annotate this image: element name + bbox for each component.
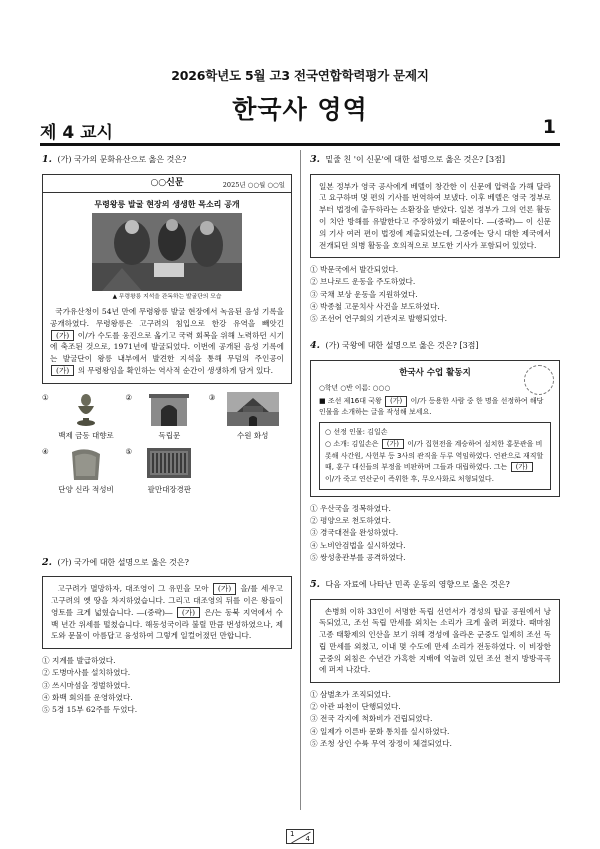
option-number: ⑤ bbox=[125, 446, 133, 456]
option-5[interactable]: ⑤ 쌍성총관부를 공격하였다. bbox=[310, 552, 406, 562]
passage-part: 을/를 세우고 고구려의 옛 땅을 차지하였습니다. 그리고 대조영의 뒤를 이은 왕들이 영토를 크게 넓혔습니다. ―(중략)― bbox=[51, 584, 284, 617]
option-4[interactable]: ④ 박종철 고문치사 사건을 보도하였다. bbox=[310, 301, 440, 311]
option-number: ③ bbox=[208, 392, 216, 402]
option-label: 백제 금동 대향로 bbox=[58, 430, 114, 440]
option-1[interactable]: ① 삼별초가 조직되었다. bbox=[310, 690, 391, 700]
option-label: 팔만대장경판 bbox=[147, 484, 192, 494]
passage-text: 손병희 이하 33인이 서명한 독립 선언서가 경성의 탑골 공원에서 낭독되었고, 조선 독립 만세를 외치는 소리가 크게 울려 퍼졌다. 때마침 고종 태황제의 인산을 보기 위해 경성에 올라온 군중도 일제히 조선 독립 만세를 외쳤고, 이내 몇 수도에 만세 소리가 전동하였다. 이 비장한 군중의 외침은 수년간 가혹한 지배에 억눌려 있던 조선 천지 방방곡곡에 퍼져 나갔다. bbox=[319, 606, 552, 675]
option-number: ② bbox=[125, 392, 133, 402]
introduction bbox=[325, 439, 545, 485]
task-part: ■ 조선 제16대 국왕 bbox=[319, 397, 382, 406]
page-indicator bbox=[286, 829, 314, 844]
news-body-part: 의 무령왕임을 확인하는 역사적 순간이 생생하게 담겨 있다. bbox=[77, 365, 274, 375]
hwaseong-fortress-image bbox=[227, 392, 279, 426]
option-number: ④ bbox=[42, 446, 49, 456]
right-column bbox=[310, 153, 560, 750]
excavation-photo bbox=[92, 213, 242, 291]
option-5[interactable]: ⑤ 조청 상인 수륙 무역 장정이 체결되었다. bbox=[310, 738, 452, 748]
option-5[interactable]: ⑤ 조선어 연구회의 기관지로 발행되었다. bbox=[310, 313, 448, 323]
option-2[interactable]: ② 평양으로 천도하였다. bbox=[310, 516, 391, 526]
blank-ga: (가) bbox=[177, 607, 200, 618]
news-article bbox=[42, 174, 292, 384]
passage-part: 고구려가 멸망하자, 대조영이 그 유민을 모아 bbox=[57, 584, 209, 594]
option-4[interactable] bbox=[42, 446, 125, 496]
question-3 bbox=[310, 153, 560, 325]
question-5 bbox=[310, 578, 560, 750]
question-number: 3. bbox=[310, 154, 320, 165]
blank-ga: (가) bbox=[385, 396, 407, 406]
question-1 bbox=[42, 153, 292, 496]
column-divider bbox=[300, 150, 301, 810]
answer-options bbox=[310, 503, 560, 564]
exam-title: 2026학년도 5월 고3 전국연합학력평가 문제지 bbox=[171, 68, 429, 83]
woodblock-image bbox=[143, 446, 195, 480]
option-5[interactable]: ⑤ 5경 15부 62주를 두었다. bbox=[42, 704, 138, 714]
news-body bbox=[43, 306, 291, 383]
passage-part: 은/는 동북 지역에서 수백 년간 위세를 떨쳤습니다. 해동성국이라 불릴 만큼 번성하였으나, 제도와 문물이 아름답고 융성하여 그렇게 일컬어졌던 만합니다. bbox=[51, 607, 283, 641]
option-4[interactable]: ④ 노비안검법을 실시하였다. bbox=[310, 540, 406, 550]
option-3[interactable]: ③ 경국대전을 완성하였다. bbox=[310, 528, 399, 538]
blank-ga: (가) bbox=[511, 462, 533, 472]
question-number: 4. bbox=[310, 340, 320, 352]
option-3[interactable] bbox=[209, 392, 292, 442]
image-options bbox=[42, 392, 292, 496]
news-date: 2025년 ○○월 ○○일 bbox=[222, 180, 285, 189]
question-2-prompt bbox=[42, 556, 292, 571]
news-body-part: 이/가 수도를 웅진으로 옮기고 국력 회복을 위해 노력하던 시기에 축조된 것으로, 1971년에 발굴되었다. 이번에 공개된 음성 기록에는 발굴단이 왕릉 내부에서 발견한 지석을 통해 무덤의 주인공이 bbox=[50, 330, 284, 364]
intro-part: 이/가 죽고 연산군이 즉위한 후, 무오사화로 처형되었다. bbox=[325, 474, 494, 483]
blank-ga: (가) bbox=[213, 583, 236, 594]
question-text: (가) 국왕에 대한 설명으로 옳은 것은? [3점] bbox=[325, 341, 479, 351]
option-5[interactable] bbox=[125, 446, 208, 496]
question-4-prompt bbox=[310, 339, 560, 354]
selected-person: ○ 선정 인물: 김일손 bbox=[325, 428, 388, 437]
answer-options bbox=[310, 264, 560, 325]
subject-title: 한국사 영역 bbox=[232, 95, 368, 124]
option-label: 독립문 bbox=[158, 430, 181, 440]
option-2[interactable]: ② 도병마사를 설치하였다. bbox=[42, 668, 131, 678]
left-column bbox=[42, 153, 292, 716]
question-text: 다음 자료에 나타난 민족 운동의 영향으로 옳은 것은? bbox=[325, 579, 510, 589]
news-masthead bbox=[43, 175, 291, 193]
question-4 bbox=[310, 339, 560, 564]
worksheet-task bbox=[319, 396, 551, 417]
news-headline: 무령왕릉 발굴 현장의 생생한 목소리 공개 bbox=[94, 198, 240, 209]
total-pages: 4 bbox=[305, 835, 310, 843]
option-4[interactable]: ④ 화백 회의를 운영하였다. bbox=[42, 692, 133, 702]
passage-text: 일본 정부가 영국 공사에게 베델이 창간한 이 신문에 압력을 가해 달라고 요구하며 몇 편의 기사를 번역하여 보냈다. 이후 베델은 영국 정부로부터 법정에 출두하라는 소환장을 받았다. 일본 정부가 그의 언론 활동이 치안 방해를 유발한다고 주장하였기 때문이다. ―(중략)― 이 신문의 기사 여러 편이 법정에 제출되었는데, 그중에는 당시 대한 제국에서 전개되던 의병 활동을 호의적으로 보도한 기사가 포함되어 있었다. bbox=[319, 181, 551, 250]
answer-options bbox=[42, 655, 292, 716]
passage-box bbox=[42, 576, 292, 649]
blank-ga: (가) bbox=[51, 365, 74, 376]
stamp-icon bbox=[524, 365, 554, 395]
question-number: 2. bbox=[42, 556, 52, 568]
worksheet-card bbox=[310, 360, 560, 497]
blank-ga: (가) bbox=[51, 330, 74, 341]
intro-part: 이/가 집현전을 계승하여 설치한 홍문관을 비롯해 사간원, 사헌부 등 3사의 관직을 두루 역임하였다. 언관으로 재직할 때, 훈구 대신들의 부정을 비판하며 그들과 대립하였다. 그는 bbox=[325, 439, 544, 472]
option-2[interactable]: ② 아관 파천이 단행되었다. bbox=[310, 702, 401, 712]
student-info: ○학년 ○반 이름: ○○○ bbox=[319, 383, 391, 392]
question-number: 5. bbox=[310, 578, 320, 590]
question-1-prompt bbox=[42, 153, 292, 168]
question-5-prompt bbox=[310, 578, 560, 593]
option-number: ① bbox=[42, 392, 49, 402]
option-1[interactable]: ① 지계를 발급하였다. bbox=[42, 656, 116, 666]
option-1[interactable] bbox=[42, 392, 125, 442]
option-2[interactable]: ② 브나로드 운동을 주도하였다. bbox=[310, 277, 416, 287]
task-part: 이/가 등용한 사람 중 한 명을 선정하여 해당 인물을 소개하는 글을 작성해 보세요. bbox=[319, 397, 544, 416]
option-4[interactable]: ④ 일제가 이른바 문화 통치를 실시하였다. bbox=[310, 726, 450, 736]
option-1[interactable]: ① 우산국을 정복하였다. bbox=[310, 504, 391, 514]
passage-box bbox=[310, 599, 560, 684]
news-body-part: 국가유산청이 54년 만에 무령왕릉 발굴 현장에서 녹음된 음성 기록을 공개하였다. 무령왕릉은 고구려의 침입으로 한강 유역을 빼앗긴 bbox=[50, 307, 285, 328]
answer-writing-box bbox=[319, 422, 551, 490]
stele-image bbox=[60, 446, 112, 480]
option-3[interactable]: ③ 전국 각지에 척화비가 건립되었다. bbox=[310, 714, 433, 724]
answer-options bbox=[310, 689, 560, 750]
passage-box bbox=[310, 174, 560, 259]
question-2 bbox=[42, 556, 292, 716]
news-name: ○○신문 bbox=[150, 177, 184, 188]
question-text: 밑줄 친 '이 신문'에 대한 설명으로 옳은 것은? [3점] bbox=[325, 155, 505, 164]
option-2[interactable] bbox=[125, 392, 208, 442]
page-number: 1 bbox=[542, 116, 556, 138]
question-text: (가) 국가에 대한 설명으로 옳은 것은? bbox=[57, 557, 189, 567]
header-divider bbox=[40, 143, 560, 146]
option-1[interactable]: ① 박문국에서 발간되었다. bbox=[310, 265, 399, 275]
option-label: 단양 신라 적성비 bbox=[58, 484, 114, 494]
question-number: 1. bbox=[42, 154, 52, 165]
photo-caption: ▲ 무령왕릉 지석을 관독하는 발굴단의 모습 bbox=[112, 294, 222, 301]
question-text: (가) 국가의 문화유산으로 옳은 것은? bbox=[57, 155, 187, 164]
worksheet-title: 한국사 수업 활동지 bbox=[399, 367, 471, 378]
option-label: 수원 화성 bbox=[236, 430, 269, 440]
option-3[interactable]: ③ 국채 보상 운동을 지원하였다. bbox=[310, 289, 418, 299]
intro-part: ○ 소개: 김일손은 bbox=[325, 439, 379, 448]
independence-gate-image bbox=[143, 392, 195, 426]
option-3[interactable]: ③ 쓰시마섬을 정벌하였다. bbox=[42, 680, 131, 690]
blank-ga: (가) bbox=[382, 439, 404, 449]
question-3-prompt bbox=[310, 153, 560, 168]
incense-burner-image bbox=[60, 392, 112, 426]
current-page: 1 bbox=[290, 830, 295, 838]
period-label: 제 4 교시 bbox=[40, 123, 113, 143]
